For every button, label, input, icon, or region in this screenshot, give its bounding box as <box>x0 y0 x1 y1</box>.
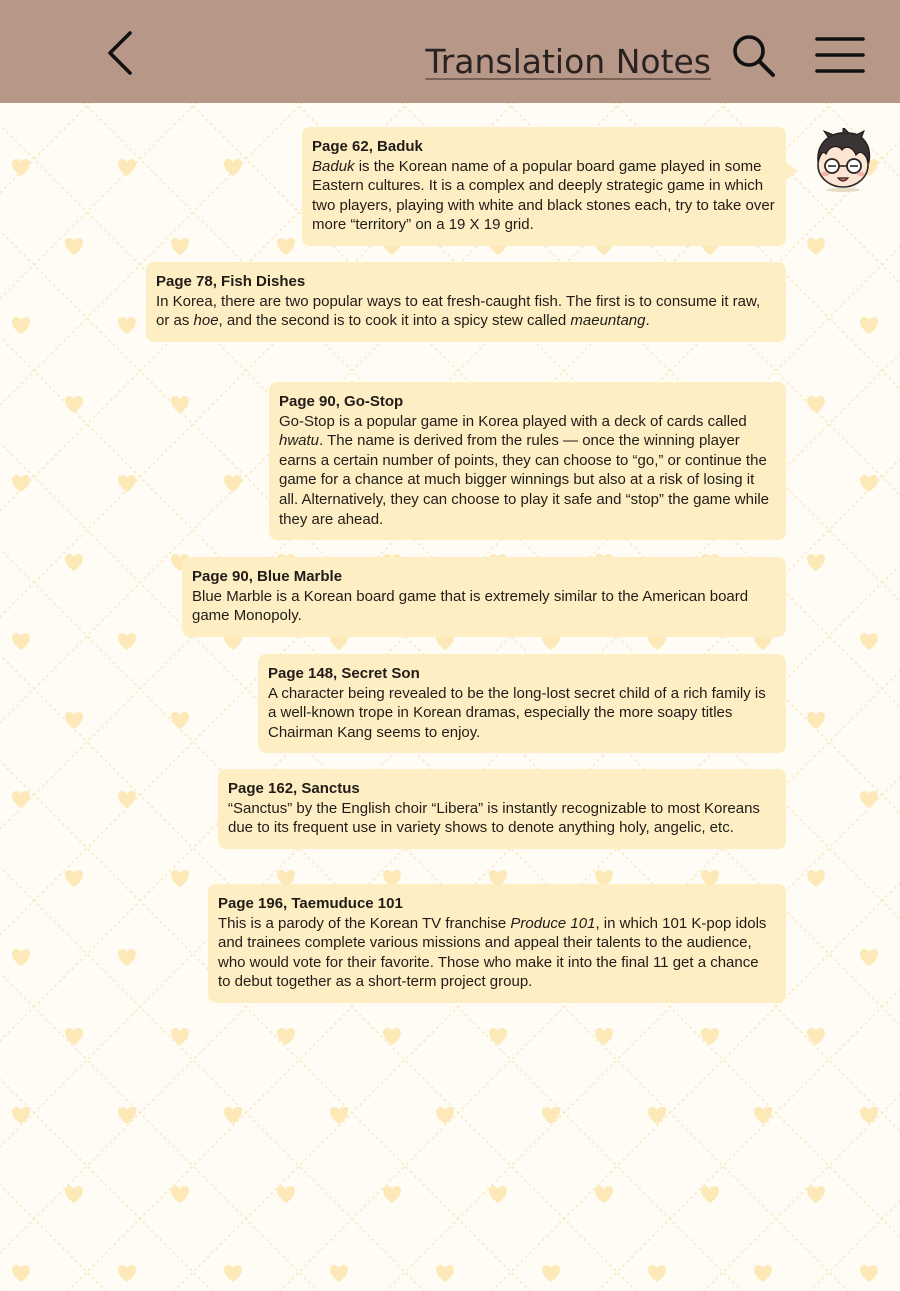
heart-icon <box>118 949 136 966</box>
heart-icon <box>12 1107 30 1124</box>
heart-icon <box>171 1028 189 1045</box>
heart-icon <box>330 1107 348 1124</box>
heart-icon <box>860 633 878 650</box>
heart-icon <box>118 159 136 176</box>
heart-icon <box>542 1265 560 1282</box>
heart-icon <box>65 712 83 729</box>
heart-icon <box>807 870 825 887</box>
heart-icon <box>383 1186 401 1203</box>
heart-icon <box>648 1107 666 1124</box>
heart-icon <box>224 1107 242 1124</box>
heart-icon <box>807 554 825 571</box>
note-body: “Sanctus” by the English choir “Libera” is instantly recognizable to most Koreans due to its frequent use in variety shows to denote anything holy, angelic, etc. <box>228 799 760 837</box>
heart-icon <box>807 712 825 729</box>
heart-icon <box>807 1028 825 1045</box>
heart-icon <box>489 1028 507 1045</box>
heart-icon <box>383 1028 401 1045</box>
italic-term: maeuntang <box>570 312 646 330</box>
note-heading: Page 90, Go-Stop <box>279 393 404 410</box>
heart-icon <box>860 1107 878 1124</box>
heart-icon <box>118 1107 136 1124</box>
speech-bubble-tail <box>784 161 798 181</box>
italic-term: Baduk <box>312 157 355 175</box>
heart-icon <box>171 1186 189 1203</box>
heart-icon <box>436 1265 454 1282</box>
heart-icon <box>489 1186 507 1203</box>
note-taemuduce <box>208 884 786 1003</box>
heart-icon <box>118 1265 136 1282</box>
italic-term: hwatu <box>279 432 320 450</box>
heart-icon <box>542 1107 560 1124</box>
heart-icon <box>224 159 242 176</box>
hamburger-menu-icon[interactable] <box>814 34 866 76</box>
italic-term: hoe <box>193 312 219 330</box>
heart-icon <box>12 475 30 492</box>
note-go-stop <box>269 382 786 540</box>
heart-icon <box>224 1265 242 1282</box>
note-fish-dishes <box>146 262 786 342</box>
heart-icon <box>860 475 878 492</box>
heart-icon <box>701 1028 719 1045</box>
heart-icon <box>118 791 136 808</box>
heart-icon <box>171 396 189 413</box>
heart-icon <box>12 633 30 650</box>
heart-icon <box>595 1028 613 1045</box>
chibi-character-avatar-icon <box>812 128 874 192</box>
heart-icon <box>118 317 136 334</box>
note-sanctus <box>218 769 786 849</box>
heart-icon <box>118 633 136 650</box>
note-heading: Page 148, Secret Son <box>268 665 420 682</box>
heart-icon <box>224 475 242 492</box>
note-heading: Page 196, Taemuduce 101 <box>218 895 403 912</box>
heart-icon <box>171 238 189 255</box>
heart-icon <box>65 870 83 887</box>
note-body: Baduk is the Korean name of a popular board game played in some Eastern cultures. It is a complex and deeply strategic game in which two players, playing with white and black stones each, try to take over more “territory” on a 19 X 19 grid. <box>312 157 775 234</box>
note-body: This is a parody of the Korean TV franchise Produce 101, in which 101 K-pop idols and trainees complete various missions and appeal their talents to the audience, who would vote for their favorite. Those who make it into the final 11 get a chance to debut together as a short-term project group. <box>218 914 767 991</box>
heart-icon <box>807 1186 825 1203</box>
heart-icon <box>330 1265 348 1282</box>
note-body: A character being revealed to be the long-lost secret child of a rich family is a well-known trope in Korean dramas, especially the more soapy titles Chairman Kang seems to enjoy. <box>268 684 766 741</box>
note-blue-marble <box>182 557 786 637</box>
heart-icon <box>754 1265 772 1282</box>
heart-icon <box>277 1186 295 1203</box>
heart-icon <box>65 396 83 413</box>
note-heading: Page 90, Blue Marble <box>192 568 343 585</box>
note-body: Blue Marble is a Korean board game that is extremely similar to the American board game Monopoly. <box>192 587 749 625</box>
heart-icon <box>648 1265 666 1282</box>
heart-icon <box>171 870 189 887</box>
heart-icon <box>12 1265 30 1282</box>
heart-icon <box>860 1265 878 1282</box>
heart-icon <box>701 1186 719 1203</box>
heart-icon <box>595 1186 613 1203</box>
heart-icon <box>12 949 30 966</box>
heart-icon <box>807 396 825 413</box>
heart-icon <box>12 791 30 808</box>
chevron-left-icon[interactable] <box>104 28 138 78</box>
top-bar <box>0 0 900 103</box>
note-secret-son <box>258 654 786 753</box>
note-heading: Page 62, Baduk <box>312 138 423 155</box>
note-body: Go-Stop is a popular game in Korea played with a deck of cards called hwatu. The name is derived from the rules — once the winning player earns a certain number of points, they can choose to “go,” or continue the game for a chance at much bigger winnings but also at a risk of losing it all. Alternatively, they can choose to play it safe and “stop” the game while they are ahead. <box>279 412 769 528</box>
note-heading: Page 162, Sanctus <box>228 780 360 797</box>
heart-icon <box>65 1186 83 1203</box>
heart-icon <box>436 1107 454 1124</box>
heart-icon <box>277 1028 295 1045</box>
note-heading: Page 78, Fish Dishes <box>156 273 306 290</box>
heart-icon <box>65 554 83 571</box>
heart-icon <box>860 949 878 966</box>
note-body: In Korea, there are two popular ways to eat fresh-caught fish. The first is to consume it raw, or as hoe, and the second is to cook it into a spicy stew called maeuntang. <box>156 292 761 330</box>
italic-term: Produce 101 <box>510 914 596 932</box>
heart-icon <box>807 238 825 255</box>
heart-icon <box>171 712 189 729</box>
heart-icon <box>754 1107 772 1124</box>
page-title: Translation Notes <box>425 42 711 81</box>
search-icon[interactable] <box>731 33 777 79</box>
heart-icon <box>860 791 878 808</box>
heart-icon <box>12 317 30 334</box>
heart-icon <box>277 238 295 255</box>
heart-icon <box>65 1028 83 1045</box>
note-baduk <box>302 127 786 246</box>
heart-icon <box>860 317 878 334</box>
heart-icon <box>65 238 83 255</box>
heart-icon <box>12 159 30 176</box>
heart-icon <box>118 475 136 492</box>
